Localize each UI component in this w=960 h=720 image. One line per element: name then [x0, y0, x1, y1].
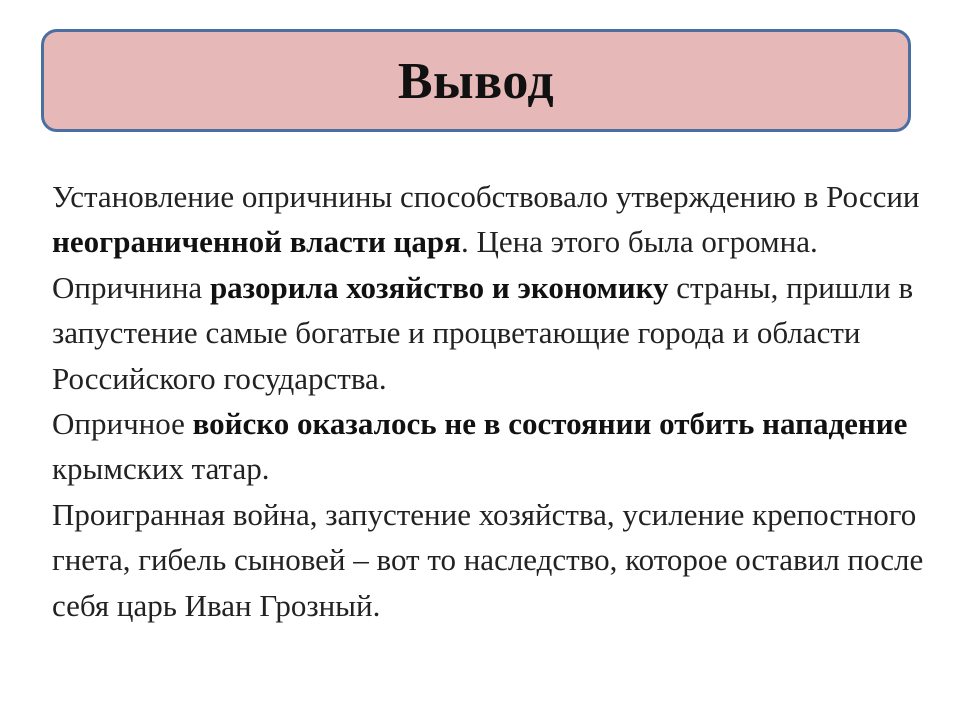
paragraph-oprichnina-result: [52, 174, 942, 401]
text-segment: . Цена этого была огромна. Опричнина: [52, 224, 818, 305]
bold-text-segment: неограниченной власти царя: [52, 224, 461, 260]
text-segment: Установление опричнины способствовало утверждению в России: [52, 179, 920, 214]
text-segment: страны, пришли в запустение самые богатые и процветающие города и области Российского государства.: [52, 269, 914, 396]
text-segment: Опричное: [52, 406, 193, 442]
paragraph-legacy: [52, 492, 942, 628]
conclusion-body: [52, 174, 942, 628]
paragraph-army-failure: [52, 401, 942, 492]
slide-title: Вывод: [397, 52, 555, 110]
title-banner: [41, 29, 911, 132]
text-segment: Проигранная война, запустение хозяйства, усиление крепостного гнета, гибель сыновей – вот то наследство, которое оставил после себя царь Иван Грозный.: [52, 496, 924, 623]
text-segment: крымских татар.: [52, 451, 270, 487]
bold-text-segment: войско оказалось не в состоянии отбить нападение: [192, 406, 908, 442]
bold-text-segment: разорила хозяйство и экономику: [209, 269, 669, 305]
